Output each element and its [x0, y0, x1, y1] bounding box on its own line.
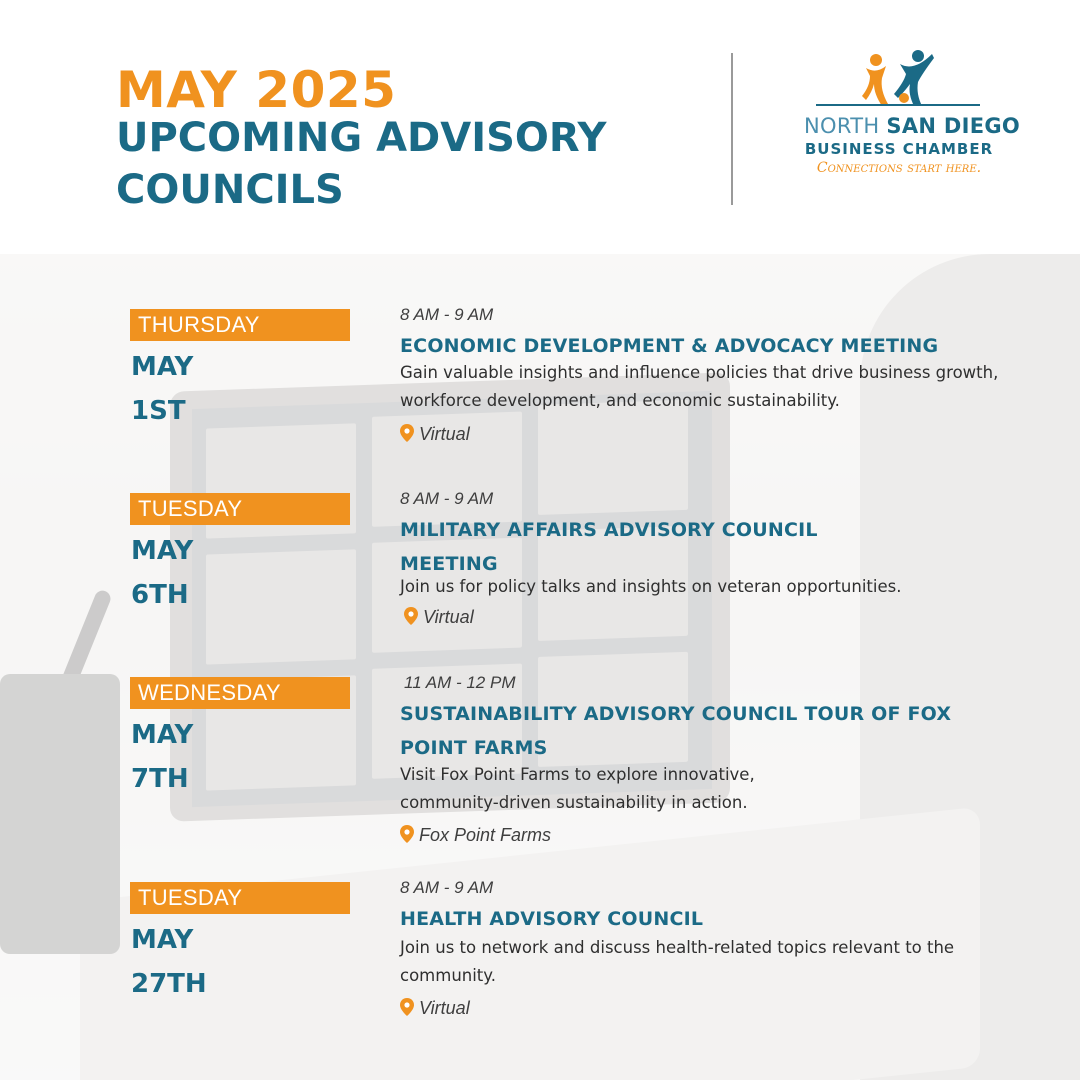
event-date: [131, 713, 193, 801]
event-day-number: 6TH: [131, 580, 189, 610]
event-description: Visit Fox Point Farms to explore innovative, community-driven sustainability in action.: [400, 765, 755, 812]
logo-san-diego: SAN DIEGO: [886, 114, 1021, 138]
logo-business-chamber: BUSINESS CHAMBER: [804, 140, 994, 158]
header-divider: [731, 53, 733, 205]
event-month: MAY: [131, 720, 194, 750]
event-date: [131, 529, 193, 617]
event-title: SUSTAINABILITY ADVISORY COUNCIL TOUR OF FOX POINT FARMS: [400, 703, 952, 759]
event-day-number: 1ST: [131, 396, 186, 426]
event-month: MAY: [131, 536, 194, 566]
event-location: [400, 424, 470, 445]
location-pin-icon: [400, 825, 414, 843]
event-description: Gain valuable insights and influence policies that drive business growth, workforce development, and economic sustainability.: [400, 363, 999, 410]
event-title: ECONOMIC DEVELOPMENT & ADVOCACY MEETING: [400, 335, 939, 357]
logo-rule: [816, 104, 980, 106]
location-pin-icon: [400, 424, 414, 442]
event-time: 8 AM - 9 AM: [400, 305, 494, 324]
event-location: [400, 825, 551, 846]
event-description: Join us for policy talks and insights on veteran opportunities.: [400, 577, 902, 596]
event-day-badge: TUESDAY: [130, 882, 350, 914]
event-day-badge: WEDNESDAY: [130, 677, 350, 709]
event-title: HEALTH ADVISORY COUNCIL: [400, 908, 704, 930]
event-description: Join us to network and discuss health-related topics relevant to the community.: [400, 938, 955, 985]
page-title: UPCOMING ADVISORY COUNCILS: [116, 115, 607, 213]
chamber-logo: [800, 48, 1021, 188]
location-pin-icon: [404, 607, 418, 625]
location-pin-icon: [400, 998, 414, 1016]
logo-name-line: [804, 114, 1021, 138]
event-time: 8 AM - 9 AM: [400, 489, 494, 508]
event-location-text: Virtual: [423, 607, 474, 627]
event-month: MAY: [131, 925, 194, 955]
event-date: [131, 918, 207, 1006]
event-day-badge: TUESDAY: [130, 493, 350, 525]
event-time: 11 AM - 12 PM: [404, 673, 516, 692]
event-location-text: Fox Point Farms: [419, 825, 552, 845]
event-day-badge: THURSDAY: [130, 309, 350, 341]
event-title: MILITARY AFFAIRS ADVISORY COUNCIL MEETING: [400, 519, 818, 575]
logo-tagline: Connections start here.: [816, 160, 982, 176]
chamber-figures-icon: [852, 48, 952, 110]
event-location-text: Virtual: [419, 424, 470, 444]
event-month: MAY: [131, 352, 194, 382]
event-day-number: 7TH: [131, 764, 189, 794]
page-month-title: MAY 2025: [116, 61, 397, 119]
event-time: 8 AM - 9 AM: [400, 878, 494, 897]
event-location: [400, 998, 470, 1019]
event-day-number: 27TH: [131, 969, 207, 999]
event-location-text: Virtual: [419, 998, 470, 1018]
header: [0, 0, 1080, 254]
logo-north: NORTH: [804, 114, 880, 138]
event-date: [131, 345, 193, 433]
event-location: [404, 607, 474, 628]
